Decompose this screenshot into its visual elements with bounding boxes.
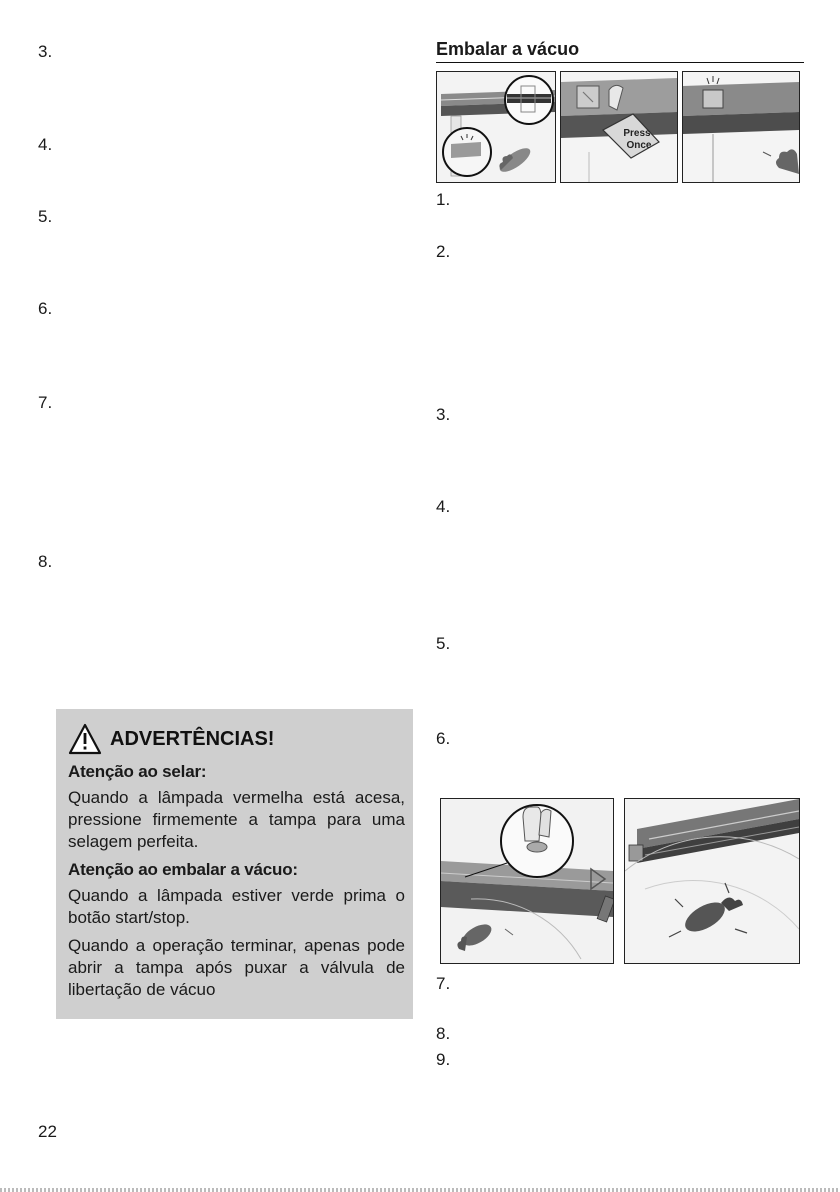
warning-text-sealing: Quando a lâmpada vermelha está acesa, pressione firmemente a tampa para uma selagem perfeita. — [68, 788, 405, 851]
once-label: Once — [626, 140, 652, 151]
sealing-progress-illustration — [683, 72, 799, 182]
right-step-number-7: 7. — [436, 974, 451, 993]
warning-title: ADVERTÊNCIAS! — [110, 728, 275, 750]
warning-heading-sealing: Atenção ao selar: — [68, 762, 207, 781]
right-step-number-4: 4. — [436, 497, 451, 516]
right-step-number-9: 9. — [436, 1050, 451, 1069]
figure-vacuum-step-1 — [436, 71, 556, 183]
warning-header — [68, 721, 405, 757]
figure-open-lid — [624, 798, 800, 964]
right-step-number-5: 5. — [436, 634, 451, 653]
right-step-number-6: 6. — [436, 729, 451, 748]
left-step-number-4: 4. — [38, 135, 53, 154]
bottom-scan-edge — [0, 1188, 840, 1192]
vacuum-sealer-illustration — [437, 72, 555, 182]
figure-vacuum-step-2 — [560, 71, 678, 183]
left-step-number-8: 8. — [38, 552, 53, 571]
section-title-underline — [436, 62, 804, 63]
right-step-number-2: 2. — [436, 242, 451, 261]
warning-triangle-icon — [68, 723, 102, 755]
right-step-number-3: 3. — [436, 405, 451, 424]
press-label: Press — [623, 128, 651, 139]
left-step-number-7: 7. — [38, 393, 53, 412]
press-once-illustration — [561, 72, 677, 182]
left-step-number-6: 6. — [38, 299, 53, 318]
warning-text-vacuum-1: Quando a lâmpada estiver verde prima o botão start/stop. — [68, 886, 405, 927]
left-step-number-3: 3. — [38, 42, 53, 61]
figure-vacuum-step-3 — [682, 71, 800, 183]
release-valve-illustration — [441, 799, 613, 963]
section-title: Embalar a vácuo — [436, 39, 580, 59]
warning-box — [56, 709, 413, 1019]
open-lid-illustration — [625, 799, 799, 963]
figure-release-valve — [440, 798, 614, 964]
right-step-number-8: 8. — [436, 1024, 451, 1043]
warning-text-vacuum-2: Quando a operação terminar, apenas pode abrir a tampa após puxar a válvula de libertação de vácuo — [68, 936, 405, 999]
page-number: 22 — [38, 1122, 57, 1141]
warning-heading-vacuum: Atenção ao embalar a vácuo: — [68, 860, 298, 879]
right-step-number-1: 1. — [436, 190, 451, 209]
left-step-number-5: 5. — [38, 207, 53, 226]
